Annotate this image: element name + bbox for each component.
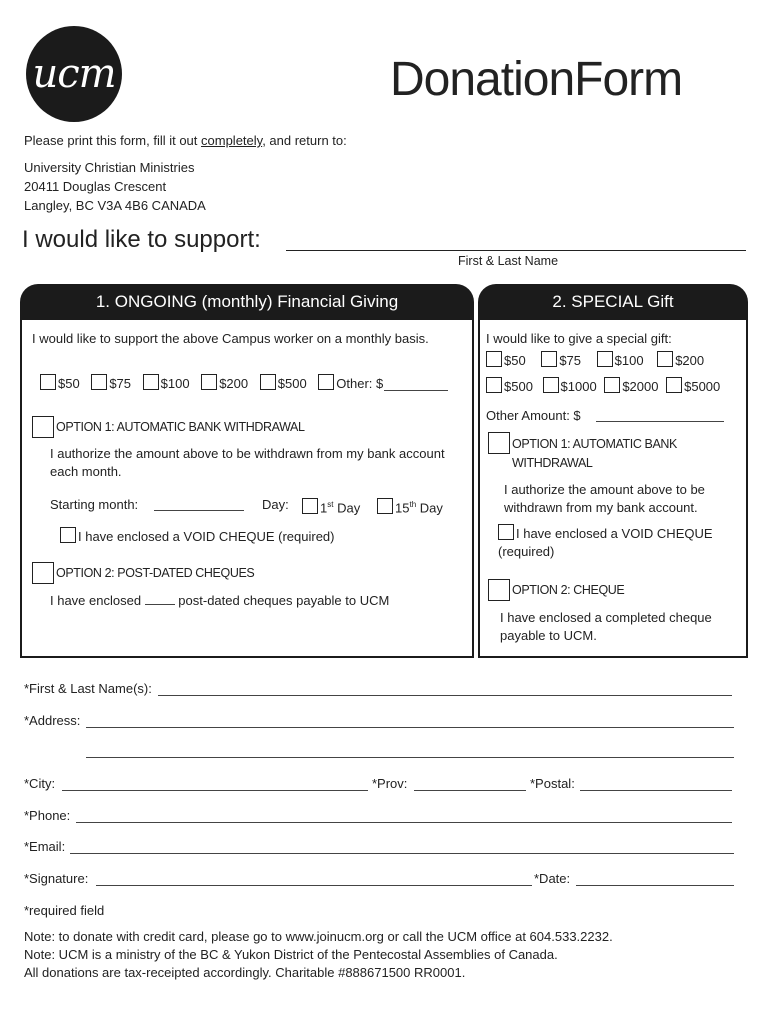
checkbox[interactable] xyxy=(604,377,620,393)
address-field[interactable] xyxy=(86,727,734,728)
amount-label: $500 xyxy=(504,379,533,394)
checkbox[interactable] xyxy=(143,374,159,390)
city-field[interactable] xyxy=(62,790,368,791)
day-label: Day: xyxy=(262,497,289,512)
special-amount-1000[interactable] xyxy=(543,379,597,394)
cheque-count-field[interactable] xyxy=(145,604,175,605)
checkbox[interactable] xyxy=(597,351,613,367)
amount-label: $2000 xyxy=(622,379,659,394)
checkbox[interactable] xyxy=(40,374,56,390)
amount-label: $200 xyxy=(219,376,249,391)
ongoing-panel xyxy=(20,320,474,658)
special-amounts-row2 xyxy=(486,377,720,396)
day-1st-option[interactable] xyxy=(302,496,360,517)
amount-label: $500 xyxy=(277,376,307,391)
starting-month-field[interactable] xyxy=(154,510,244,511)
prov-label: *Prov: xyxy=(372,776,408,791)
day15-num: 15 xyxy=(395,500,410,516)
special-void-cheque-label: I have enclosed a VOID CHEQUE (required) xyxy=(498,526,713,559)
city-label: *City: xyxy=(24,776,56,791)
note-credit-card: Note: to donate with credit card, please go to www.joinucm.org or call the UCM office at 604.533.2232. xyxy=(24,929,613,944)
amount-label: $5000 xyxy=(684,379,721,394)
special-amount-200[interactable] xyxy=(657,353,704,368)
special-other-amount-field[interactable] xyxy=(596,421,724,422)
void-cheque-label: I have enclosed a VOID CHEQUE (required) xyxy=(78,529,335,544)
special-option2-label: OPTION 2: CHEQUE xyxy=(512,583,625,597)
special-option2-text: I have enclosed a completed cheque payable to UCM. xyxy=(500,610,712,643)
checkbox[interactable] xyxy=(377,498,393,514)
other-amount-field[interactable] xyxy=(384,390,448,391)
intro-before: Please print this form, fill it out xyxy=(24,133,202,148)
option2-before: I have enclosed xyxy=(50,593,145,608)
address-line-2: 20411 Douglas Crescent xyxy=(24,179,167,194)
checkbox[interactable] xyxy=(657,351,673,367)
note-tax-receipt: All donations are tax-receipted accordingly. Charitable #888671500 RR0001. xyxy=(24,965,466,980)
checkbox[interactable] xyxy=(60,527,76,543)
amount-label: $100 xyxy=(160,376,190,391)
logo-text: ucm xyxy=(32,51,116,97)
date-field[interactable] xyxy=(576,885,734,886)
special-void-cheque-option[interactable] xyxy=(498,524,738,561)
checkbox[interactable] xyxy=(486,351,502,367)
required-note: *required field xyxy=(24,903,105,918)
ongoing-amount-100[interactable] xyxy=(143,376,190,391)
ongoing-amount-75[interactable] xyxy=(91,376,131,391)
day15-after: Day xyxy=(416,500,443,516)
option1-checkbox[interactable] xyxy=(32,416,54,438)
day-15th-option[interactable] xyxy=(377,496,443,517)
other-amount-label: Other Amount: $ xyxy=(486,408,581,423)
checkbox[interactable] xyxy=(91,374,107,390)
email-field[interactable] xyxy=(70,853,734,854)
intro-after: , and return to: xyxy=(262,133,347,148)
special-amounts-row1 xyxy=(486,351,704,370)
option1-label: OPTION 1: AUTOMATIC BANK WITHDRAWAL xyxy=(56,420,305,434)
special-panel-header: 2. SPECIAL Gift xyxy=(478,284,748,320)
signature-label: *Signature: xyxy=(24,871,89,886)
checkbox[interactable] xyxy=(666,377,682,393)
checkbox[interactable] xyxy=(260,374,276,390)
option1-text: I authorize the amount above to be withdrawn from my bank account each month. xyxy=(50,446,445,479)
option2-label: OPTION 2: POST-DATED CHEQUES xyxy=(56,566,255,580)
checkbox[interactable] xyxy=(318,374,334,390)
address-line-3: Langley, BC V3A 4B6 CANADA xyxy=(24,198,206,213)
ongoing-amounts xyxy=(40,374,383,393)
postal-label: *Postal: xyxy=(530,776,575,791)
phone-field[interactable] xyxy=(76,822,732,823)
day1-sup: st xyxy=(327,500,334,509)
prov-field[interactable] xyxy=(414,790,526,791)
option2-text xyxy=(50,592,389,610)
postal-field[interactable] xyxy=(580,790,732,791)
special-amount-75[interactable] xyxy=(541,353,581,368)
support-caption: First & Last Name xyxy=(458,254,559,268)
special-panel xyxy=(478,320,748,658)
amount-label: $200 xyxy=(675,353,705,368)
amount-label: Other: $ xyxy=(336,376,384,391)
day1-num: 1 xyxy=(320,500,328,516)
amount-label: $1000 xyxy=(560,379,597,394)
day1-after: Day xyxy=(333,500,361,516)
special-option1-checkbox[interactable] xyxy=(488,432,510,454)
support-label: I would like to support: xyxy=(22,226,261,253)
ongoing-intro: I would like to support the above Campus worker on a monthly basis. xyxy=(32,331,429,346)
ongoing-amount-200[interactable] xyxy=(201,376,248,391)
day15-sup: th xyxy=(409,500,417,509)
void-cheque-option[interactable] xyxy=(60,527,335,546)
special-option2-checkbox[interactable] xyxy=(488,579,510,601)
ucm-logo xyxy=(26,26,122,122)
option2-after: post-dated cheques payable to UCM xyxy=(174,593,390,608)
amount-label: $50 xyxy=(504,353,526,368)
intro-text xyxy=(24,133,347,148)
signature-field[interactable] xyxy=(96,885,532,886)
support-name-field[interactable] xyxy=(286,250,746,251)
special-amount-50[interactable] xyxy=(486,353,526,368)
checkbox[interactable] xyxy=(498,524,514,540)
amount-label: $50 xyxy=(58,376,80,391)
note-ministry: Note: UCM is a ministry of the BC & Yukon District of the Pentecostal Assemblies of Canada. xyxy=(24,947,558,962)
phone-label: *Phone: xyxy=(24,808,71,823)
special-option1-text: I authorize the amount above to be withdrawn from my bank account. xyxy=(504,482,705,515)
address-line-1: University Christian Ministries xyxy=(24,160,195,175)
name-label: *First & Last Name(s): xyxy=(24,681,152,696)
special-amount-500[interactable] xyxy=(486,379,533,394)
name-field[interactable] xyxy=(158,695,732,696)
checkbox[interactable] xyxy=(201,374,217,390)
checkbox[interactable] xyxy=(541,351,557,367)
checkbox[interactable] xyxy=(302,498,318,514)
amount-label: $75 xyxy=(109,376,132,391)
special-intro: I would like to give a special gift: xyxy=(486,331,672,346)
ongoing-amount-other[interactable] xyxy=(318,376,383,391)
date-label: *Date: xyxy=(534,871,571,886)
amount-label: $100 xyxy=(614,353,644,368)
checkbox[interactable] xyxy=(543,377,559,393)
amount-label: $75 xyxy=(559,353,582,368)
ongoing-panel-header: 1. ONGOING (monthly) Financial Giving xyxy=(20,284,474,320)
option2-checkbox[interactable] xyxy=(32,562,54,584)
email-label: *Email: xyxy=(24,839,66,854)
page-title: DonationForm xyxy=(390,53,683,106)
special-amount-100[interactable] xyxy=(597,353,644,368)
starting-month-label: Starting month: xyxy=(50,497,139,512)
checkbox[interactable] xyxy=(486,377,502,393)
ongoing-amount-50[interactable] xyxy=(40,376,80,391)
intro-underlined: completely xyxy=(201,133,263,148)
ongoing-amount-500[interactable] xyxy=(260,376,307,391)
special-amount-5000[interactable] xyxy=(666,379,720,394)
special-amount-2000[interactable] xyxy=(604,379,658,394)
address-label: *Address: xyxy=(24,713,81,728)
address-field-2[interactable] xyxy=(86,757,734,758)
special-option1-label: OPTION 1: AUTOMATIC BANK WITHDRAWAL xyxy=(512,437,677,470)
